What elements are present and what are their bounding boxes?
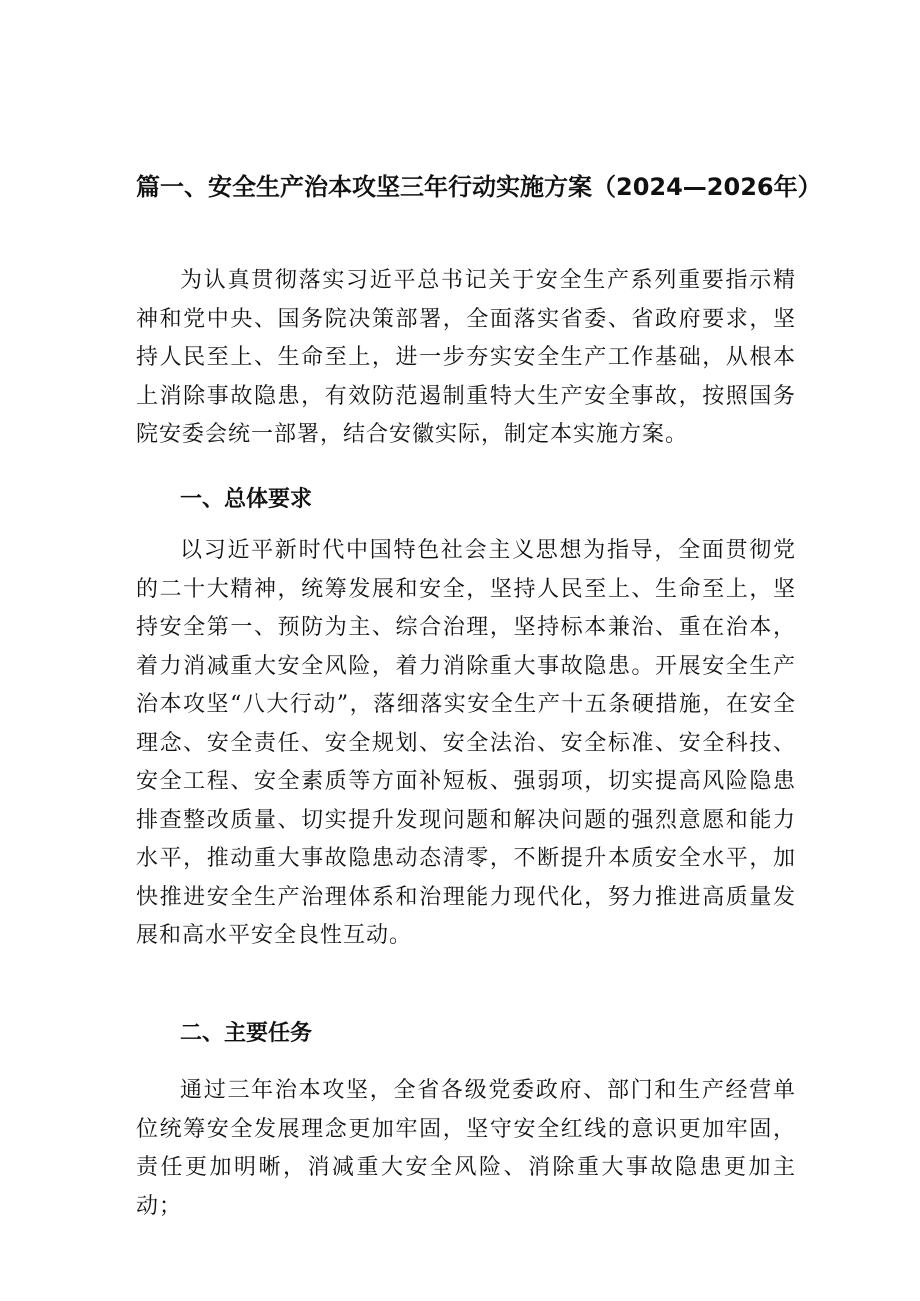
general-requirements-paragraph: 以习近平新时代中国特色社会主义思想为指导，全面贯彻党的二十大精神，统筹发展和安全，坚持人民至上、生命至上，坚持安全第一、预防为主、综合治理，坚持标本兼治、重在治本，着力消减重大安全风险，着力消除重大事故隐患。开展安全生产治本攻坚“八大行动”，落细落实安全生产十五条硬措施，在安全理念、安全责任、安全规划、安全法治、安全标准、安全科技、安全工程、安全素质等方面补短板、强弱项，切实提高风险隐患排查整改质量、切实提升发现问题和解决问题的强烈意愿和能力水平，推动重大事故隐患动态清零，不断提升本质安全水平，加快推进安全生产治理体系和治理能力现代化，努力推进高质量发展和高水平安全良性互动。: [136, 538, 796, 948]
section-heading-main-tasks: 二、主要任务: [180, 1021, 313, 1046]
section-heading-general-requirements: 一、总体要求: [180, 487, 313, 512]
main-tasks-paragraph: 通过三年治本攻坚，全省各级党委政府、部门和生产经营单位统筹安全发展理念更加牢固，坚守安全红线的意识更加牢固，责任更加明晰，消减重大安全风险、消除重大事故隐患更加主动；: [136, 1078, 796, 1219]
document-title: 篇一、安全生产治本攻坚三年行动实施方案（2024—2026年）: [136, 173, 822, 201]
intro-paragraph: 为认真贯彻落实习近平总书记关于安全生产系列重要指示精神和党中央、国务院决策部署，全面落实省委、省政府要求，坚持人民至上、生命至上，进一步夯实安全生产工作基础，从根本上消除事故隐患，有效防范遏制重特大生产安全事故，按照国务院安委会统一部署，结合安徽实际，制定本实施方案。: [136, 268, 796, 447]
